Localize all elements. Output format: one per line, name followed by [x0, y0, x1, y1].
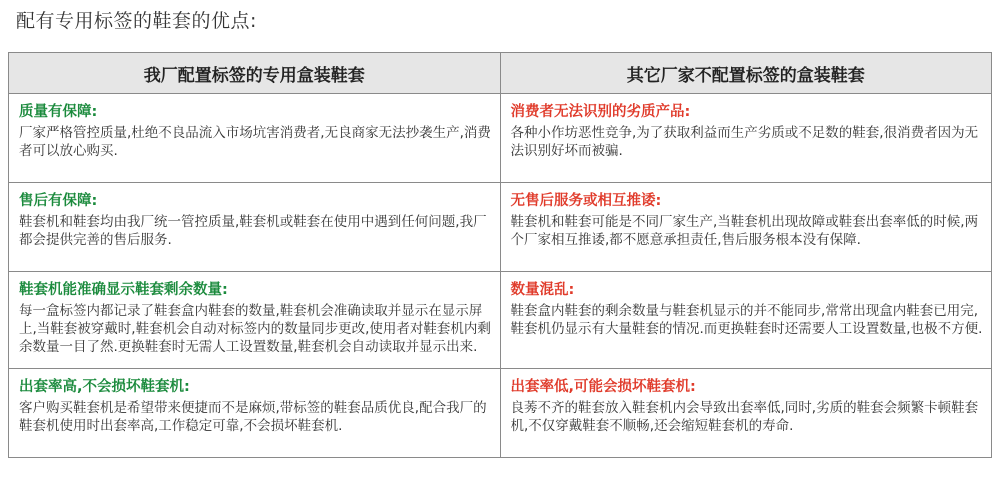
advantage-title: 出套率高,不会损坏鞋套机:: [19, 379, 190, 395]
left-cell: [9, 369, 501, 458]
advantage-text: 鞋套机和鞋套均由我厂统一管控质量,鞋套机或鞋套在使用中遇到任何问题,我厂都会提供完善的售后服务.: [19, 214, 487, 248]
right-cell: [500, 369, 992, 458]
table-row: [9, 369, 992, 458]
header-other-products: 其它厂家不配置标签的盒装鞋套: [500, 53, 992, 94]
advantage-text: 厂家严格管控质量,杜绝不良品流入市场坑害消费者,无良商家无法抄袭生产,消费者可以放心购买.: [19, 125, 491, 159]
right-cell: [500, 183, 992, 272]
disadvantage-title: 出套率低,可能会损坏鞋套机:: [510, 379, 696, 395]
disadvantage-title: 消费者无法识别的劣质产品:: [510, 104, 691, 120]
table-row: [9, 272, 992, 369]
header-our-product: 我厂配置标签的专用盒装鞋套: [9, 53, 501, 94]
disadvantage-text: 鞋套盒内鞋套的剩余数量与鞋套机显示的并不能同步,常常出现盒内鞋套已用完,鞋套机仍显示有大量鞋套的情况.而更换鞋套时还需要人工设置数量,也极不方便.: [510, 303, 983, 337]
disadvantage-title: 数量混乱:: [510, 282, 575, 298]
comparison-table: [8, 52, 992, 458]
right-cell: [500, 94, 992, 183]
left-cell: [9, 94, 501, 183]
advantage-text: 每一盒标签内都记录了鞋套盒内鞋套的数量,鞋套机会准确读取并显示在显示屏上,当鞋套被穿戴时,鞋套机会自动对标签内的数量同步更改,使用者对鞋套机内剩余数量一目了然.更换鞋套时无需人工设置数量,鞋套机会自动读取并显示出来.: [19, 303, 491, 355]
table-row: [9, 94, 992, 183]
header-row: [9, 53, 992, 94]
disadvantage-text: 良莠不齐的鞋套放入鞋套机内会导致出套率低,同时,劣质的鞋套会频繁卡顿鞋套机,不仅穿戴鞋套不顺畅,还会缩短鞋套机的寿命.: [510, 400, 979, 434]
advantage-title: 质量有保障:: [19, 104, 98, 120]
advantage-text: 客户购买鞋套机是希望带来便捷而不是麻烦,带标签的鞋套品质优良,配合我厂的鞋套机使用时出套率高,工作稳定可靠,不会损坏鞋套机.: [19, 400, 487, 434]
right-cell: [500, 272, 992, 369]
left-cell: [9, 272, 501, 369]
table-row: [9, 183, 992, 272]
disadvantage-text: 各种小作坊恶性竞争,为了获取利益而生产劣质或不足数的鞋套,很消费者因为无法识别好坏而被骗.: [510, 125, 979, 159]
disadvantage-text: 鞋套机和鞋套可能是不同厂家生产,当鞋套机出现故障或鞋套出套率低的时候,两个厂家相互推诿,都不愿意承担责任,售后服务根本没有保障.: [510, 214, 979, 248]
advantage-title: 鞋套机能准确显示鞋套剩余数量:: [19, 282, 228, 298]
advantage-title: 售后有保障:: [19, 193, 98, 209]
left-cell: [9, 183, 501, 272]
page-title: 配有专用标签的鞋套的优点:: [16, 10, 257, 32]
disadvantage-title: 无售后服务或相互推诿:: [510, 193, 662, 209]
